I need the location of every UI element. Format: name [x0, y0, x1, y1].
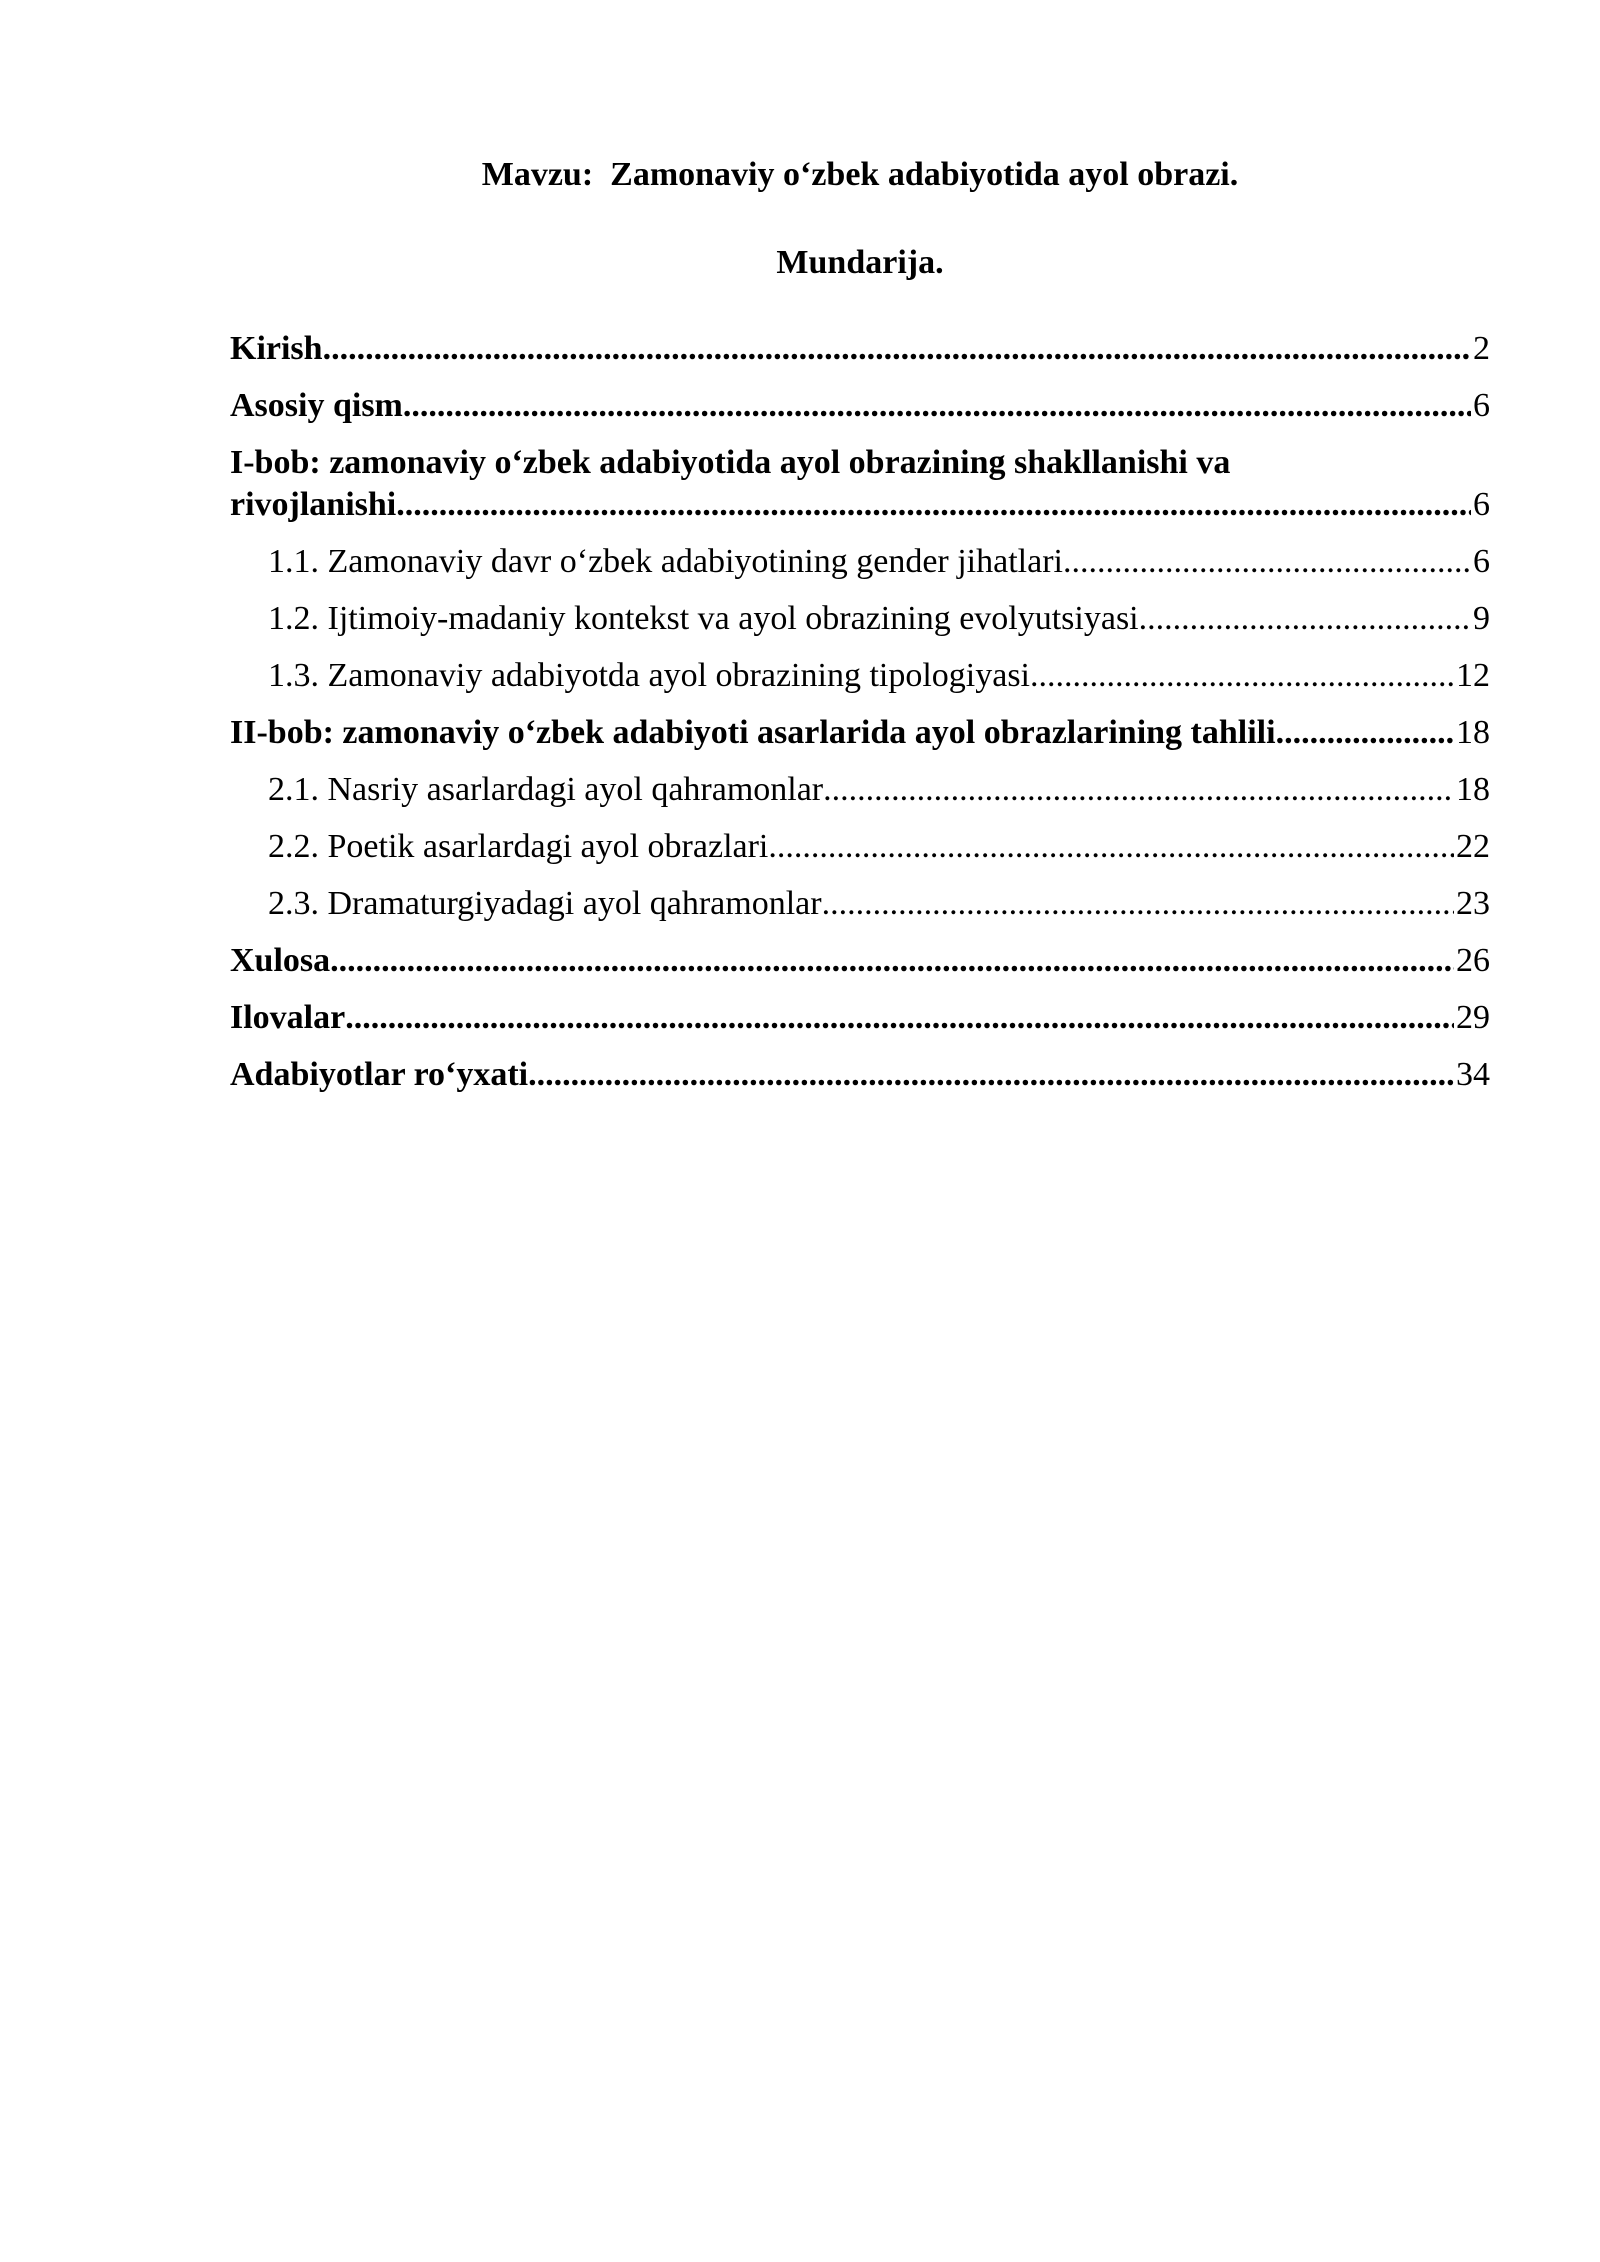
toc-dot-leader [823, 769, 1454, 811]
toc-entry-label: 1.1. Zamonaviy davr o‘zbek adabiyotining gender jihatlari [268, 543, 1063, 580]
toc-dot-leader [345, 997, 1454, 1039]
toc-dot-leader [1030, 655, 1454, 697]
toc-entry-label: Adabiyotlar ro‘yxati [230, 1056, 529, 1093]
toc-entry-label-continuation [230, 484, 1490, 526]
toc-entry-label: Asosiy qism [230, 387, 403, 424]
toc-entry-label: rivojlanishi [230, 486, 397, 523]
toc-dot-leader [1063, 541, 1471, 583]
toc-page-number: 6 [1473, 543, 1490, 580]
toc-entry-1-1[interactable] [230, 541, 1490, 598]
toc-page-number: 18 [1456, 714, 1490, 751]
toc-page-number: 2 [1473, 330, 1490, 367]
toc-entry-chapter-2[interactable] [230, 712, 1490, 769]
toc-dot-leader [768, 826, 1454, 868]
toc-entry-label: II-bob: zamonaviy o‘zbek adabiyoti asarlarida ayol obrazlarining tahlili [230, 714, 1276, 751]
toc-page-number: 12 [1456, 657, 1490, 694]
toc-dot-leader [403, 385, 1471, 427]
toc-entry-2-1[interactable] [230, 769, 1490, 826]
document-title: Mavzu: Zamonaviy o‘zbek adabiyotida ayol obrazi. [481, 156, 1239, 193]
toc-entry-label: 1.2. Ijtimoiy-madaniy kontekst va ayol obrazining evolyutsiyasi [268, 600, 1139, 637]
toc-dot-leader [1276, 712, 1454, 754]
toc-dot-leader [323, 328, 1471, 370]
toc-dot-leader [1139, 598, 1471, 640]
toc-dot-leader [396, 484, 1471, 526]
toc-dot-leader [822, 883, 1454, 925]
toc-entry-label: 2.2. Poetik asarlardagi ayol obrazlari [268, 828, 769, 865]
toc-entry-2-3[interactable] [230, 883, 1490, 940]
toc-entry-1-3[interactable] [230, 655, 1490, 712]
toc-entry-ilovalar[interactable] [230, 997, 1490, 1054]
toc-entry-label: 1.3. Zamonaviy adabiyotda ayol obrazining tipologiyasi [268, 657, 1030, 694]
toc-page-number: 18 [1456, 771, 1490, 808]
toc-entry-asosiy-qism[interactable] [230, 385, 1490, 442]
toc-dot-leader [528, 1054, 1454, 1096]
toc-heading: Mundarija. [776, 244, 944, 281]
toc-entry-kirish[interactable] [230, 328, 1490, 385]
toc-entry-label: 2.1. Nasriy asarlardagi ayol qahramonlar [268, 771, 824, 808]
toc-page-number: 23 [1456, 885, 1490, 922]
toc-entry-xulosa[interactable] [230, 940, 1490, 997]
toc-entry-chapter-1[interactable] [230, 442, 1490, 541]
toc-entry-label: 2.3. Dramaturgiyadagi ayol qahramonlar [268, 885, 822, 922]
toc-entry-adabiyotlar[interactable] [230, 1054, 1490, 1111]
toc-page-number: 6 [1473, 387, 1490, 424]
toc-page-number: 34 [1456, 1056, 1490, 1093]
toc-page-number: 6 [1473, 486, 1490, 523]
toc-page-number: 9 [1473, 600, 1490, 637]
toc-entry-label-line [230, 442, 1490, 484]
toc-entry-label: I-bob: zamonaviy o‘zbek adabiyotida ayol obrazining shakllanishi va [230, 444, 1231, 481]
toc-entry-2-2[interactable] [230, 826, 1490, 883]
toc-page-number: 22 [1456, 828, 1490, 865]
toc-entry-label: Xulosa [230, 942, 331, 979]
toc-dot-leader [330, 940, 1454, 982]
toc-entry-label: Kirish [230, 330, 323, 367]
toc-page-number: 29 [1456, 999, 1490, 1036]
toc-entry-label: Ilovalar [230, 999, 346, 1036]
toc-entry-1-2[interactable] [230, 598, 1490, 655]
toc-page-number: 26 [1456, 942, 1490, 979]
table-of-contents [230, 328, 1490, 1111]
